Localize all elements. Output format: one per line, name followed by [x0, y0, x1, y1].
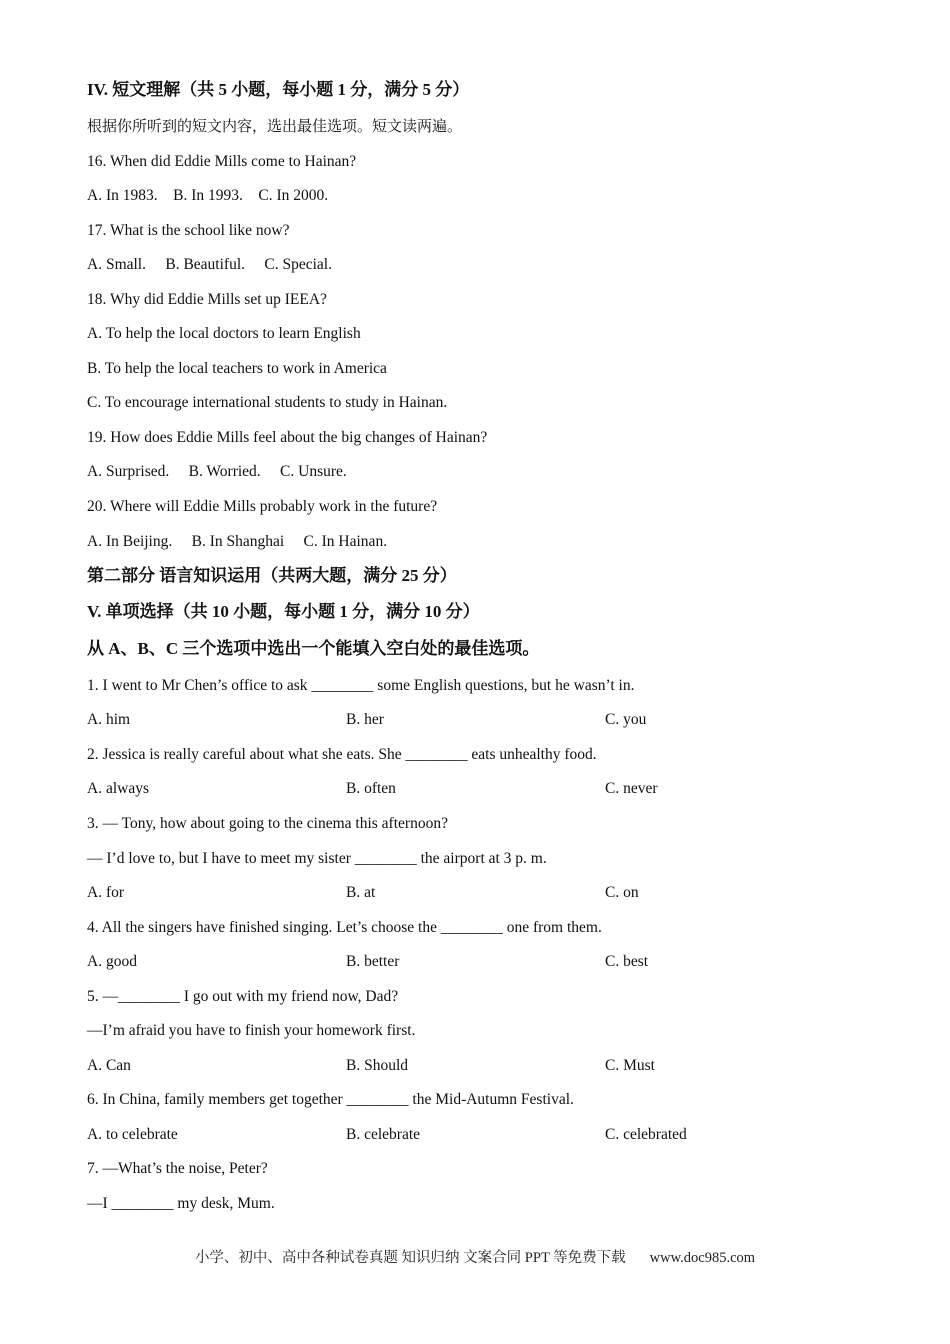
question-4-option-c: C. best	[605, 953, 649, 970]
question-7-line-2: —I ________ my desk, Mum.	[87, 1195, 275, 1212]
question-18-option-a: A. To help the local doctors to learn English	[87, 325, 361, 342]
question-1-option-a: A. him	[87, 711, 131, 728]
part-two-heading: 第二部分 语言知识运用（共两大题，满分 25 分）	[87, 566, 457, 585]
question-17-options: A. Small. B. Beautiful. C. Special.	[87, 256, 332, 273]
question-20-options: A. In Beijing. B. In Shanghai C. In Hainan.	[87, 533, 388, 550]
question-6: 6. In China, family members get together ________ the Mid-Autumn Festival.	[87, 1091, 574, 1108]
question-5-line-1: 5. —________ I go out with my friend now, Dad?	[87, 988, 399, 1005]
section-iv-instruction: 根据你所听到的短文内容，选出最佳选项。短文读两遍。	[87, 119, 463, 135]
footer-url[interactable]: www.doc985.com	[649, 1250, 756, 1266]
question-19: 19. How does Eddie Mills feel about the big changes of Hainan?	[87, 429, 488, 446]
section-iv-heading: IV. 短文理解（共 5 小题，每小题 1 分，满分 5 分）	[87, 80, 470, 99]
question-2-option-b: B. often	[346, 780, 396, 797]
question-4: 4. All the singers have finished singing. Let’s choose the ________ one from them.	[87, 919, 602, 936]
section-v-heading: V. 单项选择（共 10 小题，每小题 1 分，满分 10 分）	[87, 602, 480, 621]
question-20: 20. Where will Eddie Mills probably work in the future?	[87, 498, 438, 515]
section-v-instruction: 从 A、B、C 三个选项中选出一个能填入空白处的最佳选项。	[87, 639, 540, 658]
question-16-options: A. In 1983. B. In 1993. C. In 2000.	[87, 187, 329, 204]
question-6-option-b: B. celebrate	[346, 1126, 421, 1143]
question-3-line-1: 3. — Tony, how about going to the cinema this afternoon?	[87, 815, 448, 832]
question-2-option-a: A. always	[87, 780, 149, 797]
question-1-option-c: C. you	[605, 711, 647, 728]
page-footer	[0, 1246, 950, 1267]
question-4-option-a: A. good	[87, 953, 137, 970]
question-6-option-a: A. to celebrate	[87, 1126, 178, 1143]
question-1: 1. I went to Mr Chen’s office to ask ________ some English questions, but he wasn’t in.	[87, 677, 635, 694]
question-5-option-c: C. Must	[605, 1057, 655, 1074]
question-3-option-a: A. for	[87, 884, 125, 901]
question-6-option-c: C. celebrated	[605, 1126, 687, 1143]
question-2: 2. Jessica is really careful about what she eats. She ________ eats unhealthy food.	[87, 746, 597, 763]
question-4-option-b: B. better	[346, 953, 400, 970]
question-2-option-c: C. never	[605, 780, 658, 797]
question-16: 16. When did Eddie Mills come to Hainan?	[87, 153, 357, 170]
question-19-options: A. Surprised. B. Worried. C. Unsure.	[87, 463, 347, 480]
question-3-line-2: — I’d love to, but I have to meet my sister ________ the airport at 3 p. m.	[87, 850, 547, 867]
question-3-option-c: C. on	[605, 884, 639, 901]
question-18: 18. Why did Eddie Mills set up IEEA?	[87, 291, 327, 308]
question-5-option-b: B. Should	[346, 1057, 409, 1074]
question-7-line-1: 7. —What’s the noise, Peter?	[87, 1160, 268, 1177]
question-17: 17. What is the school like now?	[87, 222, 290, 239]
footer-text: 小学、初中、高中各种试卷真题 知识归纳 文案合同 PPT 等免费下载	[194, 1250, 626, 1266]
question-5-line-2: —I’m afraid you have to finish your homework first.	[87, 1022, 416, 1039]
question-3-option-b: B. at	[346, 884, 376, 901]
question-18-option-c: C. To encourage international students to study in Hainan.	[87, 394, 448, 411]
question-1-option-b: B. her	[346, 711, 384, 728]
question-18-option-b: B. To help the local teachers to work in America	[87, 360, 387, 377]
question-5-option-a: A. Can	[87, 1057, 131, 1074]
